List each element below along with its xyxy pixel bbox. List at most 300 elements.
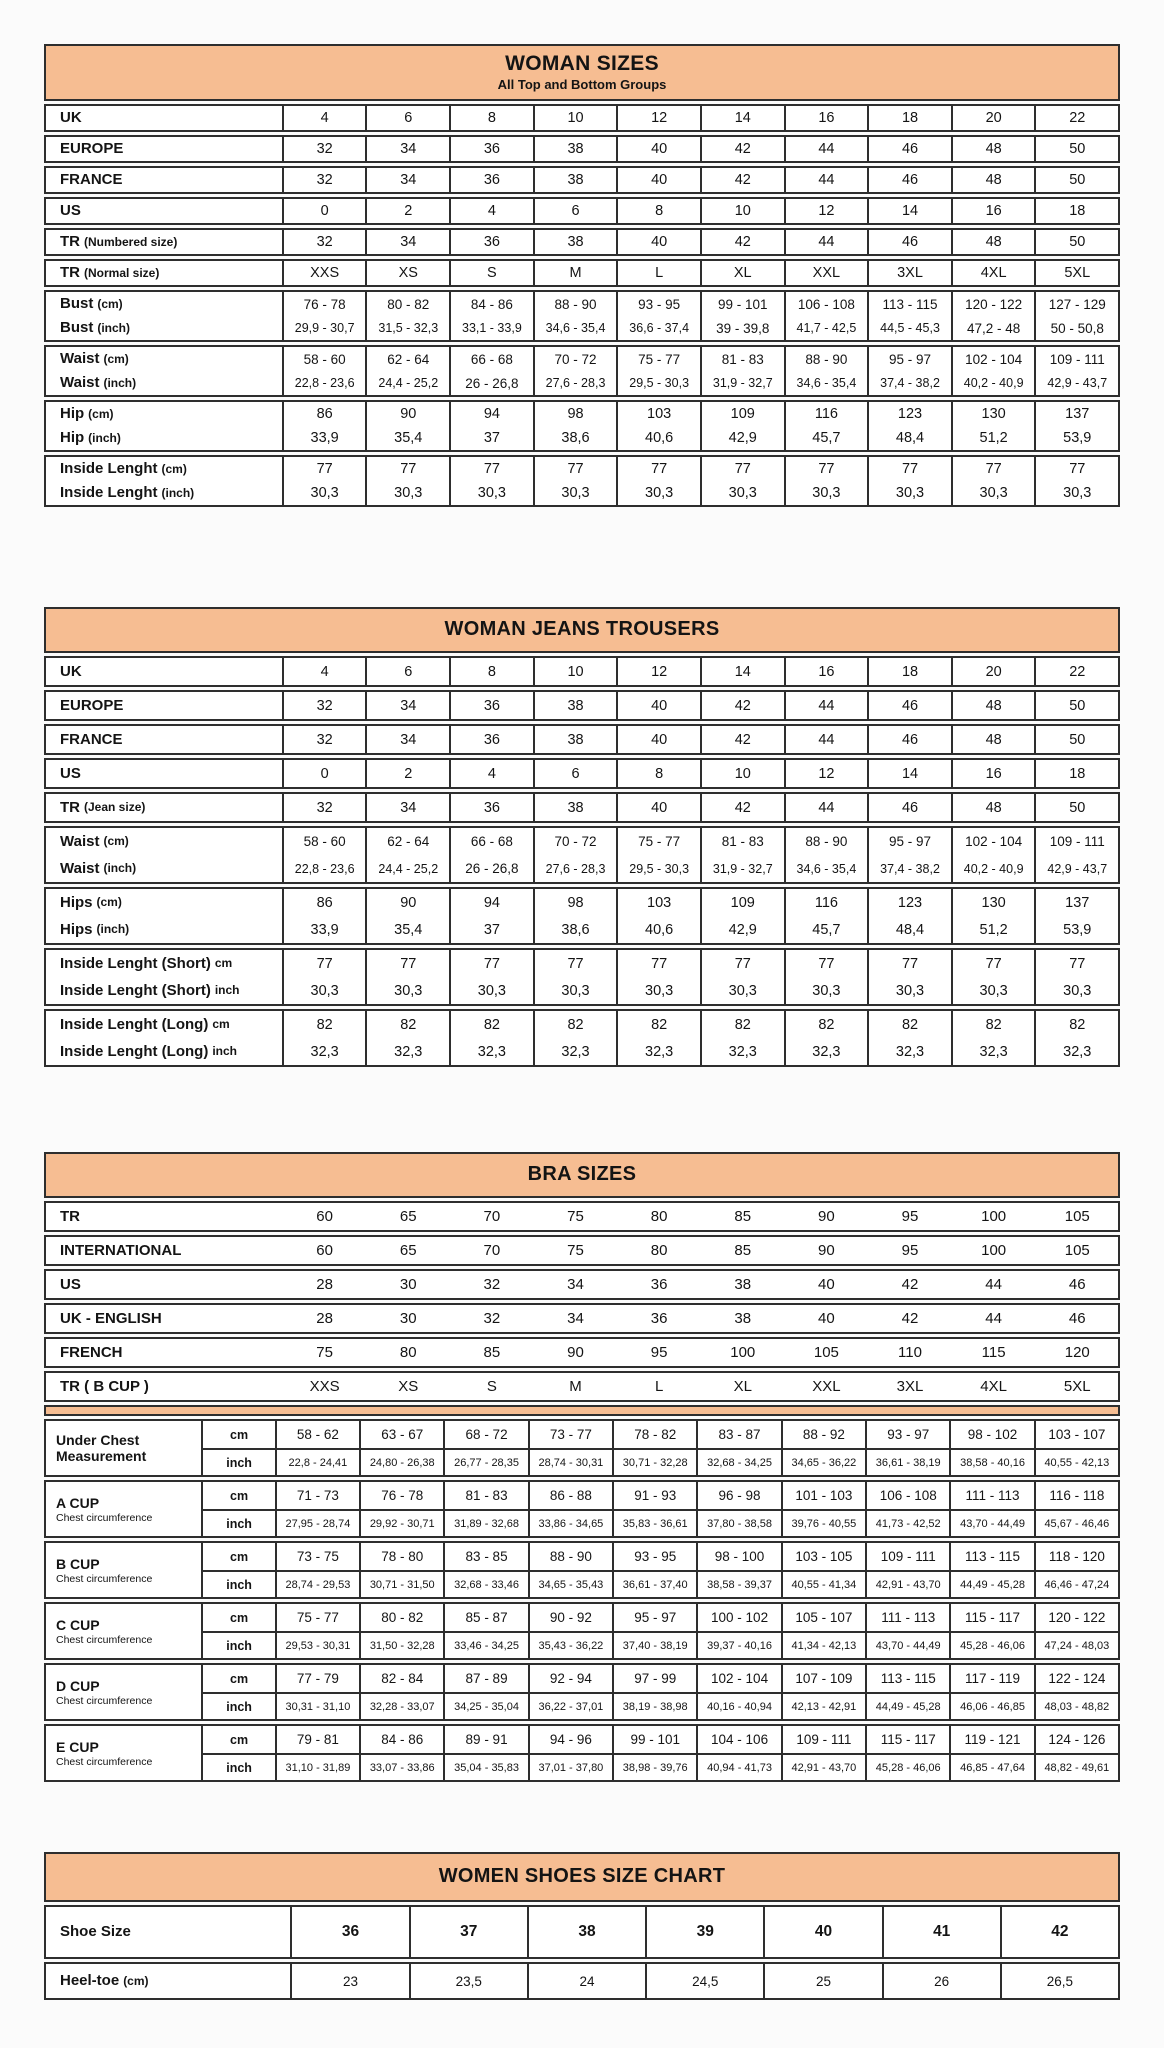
row-label-note: (cm) [161,461,187,476]
size-value-cell: 36 [449,168,533,192]
measurement-value-cell: 109 - 111 [865,1543,949,1570]
row-label [46,199,282,223]
size-value-cell: 37,4 - 38,2 [867,855,951,882]
table-row-group [44,656,1120,687]
woman-sizes-table [44,44,1120,507]
size-value-cell: 44 [784,692,868,719]
size-value-cell: 62 - 64 [365,828,449,855]
size-value-cell: 42,9 - 43,7 [1034,371,1118,395]
size-value-cell: 82 [616,1011,700,1038]
table-row [46,1305,1118,1332]
size-value-cell: 80 [399,1344,417,1362]
unit-label: cm [201,1726,274,1753]
measurement-value-cell: 42,91 - 43,70 [781,1755,865,1780]
size-value-cell: 24,4 - 25,2 [365,371,449,395]
table-row-group [44,1337,1120,1368]
size-value-cell: 105 [1064,1242,1090,1260]
size-value-cell: 48,4 [867,426,951,450]
size-value-cell: 12 [784,199,868,223]
size-value-cell: 44 [985,1310,1002,1328]
size-value-cell: 40 [763,1907,881,1957]
table-row [46,1038,1118,1065]
size-value-cell: 30,3 [616,977,700,1004]
size-value-cell: 105 [813,1344,839,1362]
size-value-cell: 46 [867,230,951,254]
size-value-cell: 30,3 [867,977,951,1004]
size-value-cell: 36 [449,137,533,161]
size-value-cell: 31,9 - 32,7 [700,855,784,882]
row-label [46,106,282,130]
row-label-note: (cm) [103,351,129,366]
measurement-row [201,1665,1118,1692]
row-label-text: Hip [60,405,85,423]
size-value-cell: 30,3 [365,977,449,1004]
size-value-cell: 3XL [896,1378,924,1396]
size-value-cell: 34 [567,1276,584,1294]
measurement-value-cell: 98 - 100 [696,1543,780,1570]
size-value-cell: 34 [365,168,449,192]
measurement-value-cell: 40,94 - 41,73 [696,1755,780,1780]
size-value-cell: 32,3 [867,1038,951,1065]
size-value-cell: 82 [951,1011,1035,1038]
size-value-cell: 77 [365,950,449,977]
size-value-cell: 12 [784,760,868,787]
measurement-value-cell: 103 - 105 [781,1543,865,1570]
measurement-value-cell: 44,49 - 45,28 [865,1694,949,1719]
measurement-value-cell: 101 - 103 [781,1482,865,1509]
unit-label: cm [201,1665,274,1692]
row-label-text: FRENCH [60,1343,123,1361]
size-value-cell: 77 [282,457,366,481]
table-row-group [44,1235,1120,1266]
row-label-text: Hips [60,893,93,911]
size-value-cell: 42 [700,230,784,254]
size-value-cell: 38,6 [533,426,617,450]
size-value-cell: 58 - 60 [282,828,366,855]
size-value-cell: 14 [700,658,784,685]
row-label [46,794,282,821]
measurement-value-cell: 99 - 101 [612,1726,696,1753]
size-value-cell: 50 [1034,137,1118,161]
size-value-cell: 36 [449,230,533,254]
size-value-cell: 90 [365,889,449,916]
size-value-cell: 77 [533,950,617,977]
row-label [46,1203,282,1230]
row-label-note: (inch) [103,861,137,876]
woman-jeans-trousers-table [44,607,1120,1067]
size-value-cell: 38 [734,1310,752,1328]
row-label-note: (cm) [103,834,129,849]
measurement-value-cell: 32,68 - 33,46 [443,1572,527,1597]
size-value-cell: M [533,261,617,285]
table-row [46,658,1118,685]
size-value-cell: 32 [282,794,366,821]
table-row-group [44,826,1120,884]
table-row [46,794,1118,821]
measurement-row [201,1509,1118,1536]
size-value-cell: 77 [867,950,951,977]
row-label-text: Bust [60,295,94,313]
size-value-cell: 42 [700,137,784,161]
table-title: WOMEN SHOES SIZE CHART [438,1865,726,1888]
table-row-group [44,1371,1120,1402]
women-shoes-size-table [44,1852,1120,2000]
measurement-value-cell: 37,80 - 38,58 [696,1511,780,1536]
size-value-cell: 77 [784,457,868,481]
row-label-note: (cm) [97,296,123,311]
size-value-cell: 44 [985,1276,1002,1294]
row-label-note: (inch) [161,485,195,500]
size-value-cell: 32 [282,692,366,719]
table-subtitle: All Top and Bottom Groups [497,77,667,93]
row-label [46,1907,290,1957]
measurement-value-cell: 32,28 - 33,07 [359,1694,443,1719]
size-value-cell: 82 [700,1011,784,1038]
cup-caption: Chest circumference [56,1694,153,1707]
size-value-cell: 30,3 [867,481,951,505]
measurement-value-cell: 31,10 - 31,89 [275,1755,359,1780]
row-label-note: cm [214,956,233,971]
size-value-cell: 2 [365,199,449,223]
size-value-cell: XXL [784,261,868,285]
size-value-cell: 46 [867,137,951,161]
size-value-cell: 32 [282,137,366,161]
table-row-group [44,758,1120,789]
measurement-value-cell: 37,01 - 37,80 [528,1755,612,1780]
size-value-cell: 50 [1034,230,1118,254]
size-value-cell: 32 [282,726,366,753]
measurement-value-cell: 33,86 - 34,65 [528,1511,612,1536]
measurement-value-cell: 63 - 67 [359,1421,443,1448]
row-label [46,950,282,977]
size-value-cell: 46 [867,794,951,821]
size-value-cell: 51,2 [951,916,1035,943]
size-value-cell: 4XL [980,1378,1007,1396]
measurement-value-cell: 104 - 106 [696,1726,780,1753]
measurement-row [201,1543,1118,1570]
table-row [46,855,1118,882]
row-label-text: UK - ENGLISH [60,1309,162,1327]
measurement-value-cell: 46,46 - 47,24 [1034,1572,1118,1597]
measurement-row-group [44,1480,1120,1538]
measurement-value-cell: 45,67 - 46,46 [1034,1511,1118,1536]
measurement-value-cell: 68 - 72 [443,1421,527,1448]
size-value-cell: 98 [533,402,617,426]
size-value-cell: 30,3 [449,481,533,505]
size-value-cell: 47,2 - 48 [951,316,1035,340]
measurement-value-cell: 122 - 124 [1034,1665,1118,1692]
size-value-cell: 99 - 101 [700,292,784,316]
row-label [46,760,282,787]
size-value-cell: 41,7 - 42,5 [784,316,868,340]
measurement-value-cell: 31,50 - 32,28 [359,1633,443,1658]
size-value-cell: 10 [533,106,617,130]
table-row [46,199,1118,223]
size-value-cell: S [486,1378,497,1396]
table-row [46,977,1118,1004]
row-label [46,292,282,316]
size-value-cell: 5XL [1034,261,1118,285]
row-label [46,1237,282,1264]
row-label-text: UK [60,662,82,680]
measurement-value-cell: 41,73 - 42,52 [865,1511,949,1536]
measurement-value-cell: 97 - 99 [612,1665,696,1692]
measurement-value-cell: 76 - 78 [359,1482,443,1509]
size-value-cell: L [654,1378,664,1396]
size-value-cell: 4 [282,106,366,130]
size-value-cell: 85 [483,1344,501,1362]
size-value-cell: 10 [700,760,784,787]
bra-sizes-table [44,1152,1120,1782]
size-value-cell: 37,4 - 38,2 [867,371,951,395]
size-value-cell: 80 - 82 [365,292,449,316]
measurement-row [201,1421,1118,1448]
size-value-cell: 26 - 26,8 [449,371,533,395]
size-value-cell: 94 [449,889,533,916]
table-row [46,828,1118,855]
size-value-cell: 27,6 - 28,3 [533,371,617,395]
size-value-cell: 58 - 60 [282,347,366,371]
measurement-value-cell: 28,74 - 30,31 [528,1450,612,1475]
cup-label [46,1726,201,1780]
measurement-value-cell: 85 - 87 [443,1604,527,1631]
measurement-value-cell: 78 - 80 [359,1543,443,1570]
table-row [46,106,1118,130]
size-value-cell: 31,5 - 32,3 [365,316,449,340]
size-value-cell: 42 [700,692,784,719]
size-value-cell: 22,8 - 23,6 [282,371,366,395]
measurement-value-cell: 45,28 - 46,06 [949,1633,1033,1658]
measurement-value-cell: 88 - 92 [781,1421,865,1448]
measurement-value-cell: 73 - 77 [528,1421,612,1448]
table-title: WOMAN SIZES [505,52,659,75]
bra-size-systems-body [44,1201,1120,1402]
row-label [46,692,282,719]
row-label [46,977,282,1004]
table-row [46,426,1118,450]
size-value-cell: 48,4 [867,916,951,943]
table-row [46,1373,1118,1400]
size-value-cell: 24,4 - 25,2 [365,855,449,882]
size-value-cell: 40 [818,1276,835,1294]
row-label-text: TR [60,264,80,282]
row-label-note: inch [212,1044,237,1059]
size-value-cell: 32,3 [951,1038,1035,1065]
size-value-cell: 42,9 [700,916,784,943]
size-value-cell: 82 [1034,1011,1118,1038]
cup-name: A CUP [56,1494,100,1511]
row-label [46,371,282,395]
size-value-cell: 77 [449,457,533,481]
size-value-cell: 34,6 - 35,4 [784,371,868,395]
size-value-cell: 35,4 [365,426,449,450]
row-label-text: INTERNATIONAL [60,1241,182,1259]
size-value-cell: 90 [365,402,449,426]
measurement-value-cell: 83 - 85 [443,1543,527,1570]
size-value-cell: 77 [449,950,533,977]
size-value-cell: 70 [483,1208,501,1226]
row-label-text: UK [60,109,82,127]
table-row [46,137,1118,161]
measurement-value-cell: 34,65 - 36,22 [781,1450,865,1475]
measurement-row [201,1570,1118,1597]
size-value-cell: 66 - 68 [449,347,533,371]
measurement-row-group [44,1602,1120,1660]
measurement-value-cell: 33,07 - 33,86 [359,1755,443,1780]
size-value-cell: 77 [282,950,366,977]
size-value-cell: 33,9 [282,426,366,450]
row-label-text: Heel-toe [60,1972,120,1990]
size-value-cell: 34 [567,1310,584,1328]
row-label-text: Inside Lenght (Long) [60,1042,209,1060]
row-label [46,230,282,254]
size-value-cell: 39 [645,1907,763,1957]
measurement-row-group [44,1663,1120,1721]
measurement-value-cell: 40,55 - 42,13 [1034,1450,1118,1475]
row-label-text: Waist [60,374,100,392]
measurement-value-cell: 91 - 93 [612,1482,696,1509]
size-value-cell: 40 [616,230,700,254]
unit-label: inch [201,1755,274,1780]
table-row-group [44,1269,1120,1300]
size-value-cell: 30,3 [700,481,784,505]
measurement-value-cell: 113 - 115 [949,1543,1033,1570]
size-value-cell: 29,5 - 30,3 [616,371,700,395]
size-value-cell: 100 [981,1242,1007,1260]
table-row-group [44,887,1120,945]
measurement-value-cell: 27,95 - 28,74 [275,1511,359,1536]
table-row-group [44,948,1120,1006]
measurement-value-cell: 118 - 120 [1034,1543,1118,1570]
size-value-cell: 28 [316,1310,333,1328]
size-value-cell: 30,3 [1034,977,1118,1004]
size-value-cell: 8 [449,658,533,685]
size-value-cell: 137 [1034,402,1118,426]
size-value-cell: 48 [951,230,1035,254]
measurement-value-cell: 96 - 98 [696,1482,780,1509]
size-value-cell: 84 - 86 [449,292,533,316]
table-row-group [44,1009,1120,1067]
unit-label: cm [201,1604,274,1631]
row-label-text: US [60,764,81,782]
size-value-cell: 90 [818,1208,835,1226]
size-value-cell: L [616,261,700,285]
measurement-value-cell: 47,24 - 48,03 [1034,1633,1118,1658]
row-label-note: inch [214,983,240,998]
size-value-cell: 77 [1034,457,1118,481]
size-value-cell: 14 [867,760,951,787]
unit-label: cm [201,1421,274,1448]
row-label-note: (inch) [97,320,131,335]
size-value-cell: 37 [449,916,533,943]
size-value-cell: 25 [763,1964,881,1998]
size-value-cell: 2 [365,760,449,787]
size-value-cell: 29,9 - 30,7 [282,316,366,340]
size-value-cell: 26,5 [1000,1964,1118,1998]
measurement-value-cell: 40,16 - 40,94 [696,1694,780,1719]
size-value-cell: 30,3 [282,481,366,505]
measurement-value-cell: 90 - 92 [528,1604,612,1631]
size-value-cell: 34,6 - 35,4 [784,855,868,882]
size-value-cell: 36 [449,794,533,821]
row-label-text: Hips [60,920,93,938]
table-row-group [44,400,1120,452]
row-label [46,658,282,685]
table-row [46,916,1118,943]
cup-rows [201,1665,1118,1719]
table-row [46,1339,1118,1366]
size-value-cell: 77 [700,457,784,481]
size-value-cell: 30,3 [365,481,449,505]
size-value-cell: 35,4 [365,916,449,943]
size-value-cell: 40 [818,1310,835,1328]
measurement-row-group [44,1419,1120,1477]
size-value-cell: 115 [981,1344,1006,1362]
row-label-note: (Normal size) [84,265,160,280]
measurement-value-cell: 107 - 109 [781,1665,865,1692]
table-row-group [44,290,1120,342]
measurement-value-cell: 87 - 89 [443,1665,527,1692]
size-value-cell: 48 [951,137,1035,161]
table-row-group [44,228,1120,256]
row-label-note: (Jean size) [84,800,146,815]
size-value-cell: 40 [616,137,700,161]
cup-label [46,1421,201,1475]
size-value-cell: 24 [527,1964,645,1998]
size-value-cell: 48 [951,726,1035,753]
measurement-value-cell: 117 - 119 [949,1665,1033,1692]
measurement-value-cell: 119 - 121 [949,1726,1033,1753]
measurement-value-cell: 36,61 - 38,19 [865,1450,949,1475]
row-label [46,261,282,285]
size-value-cell: XXL [812,1378,841,1396]
table-row-group [44,1962,1120,2000]
measurement-value-cell: 42,13 - 42,91 [781,1694,865,1719]
bra-measurement-grid [44,1419,1120,1782]
size-value-cell: 32 [282,230,366,254]
row-label-text: Waist [60,350,100,368]
row-label [46,426,282,450]
table-header [44,1852,1120,1902]
size-value-cell: 39 - 39,8 [700,316,784,340]
size-value-cell: 30,3 [616,481,700,505]
row-label-note: (cm) [88,406,114,421]
table-title: WOMAN JEANS TROUSERS [444,618,720,641]
size-value-cell: 77 [616,950,700,977]
cup-caption: Chest circumference [56,1511,153,1524]
row-label [46,481,282,505]
size-value-cell: 90 [567,1344,584,1362]
size-value-cell: XXS [309,1378,340,1396]
cup-label [46,1482,201,1536]
size-value-cell: 16 [784,658,868,685]
cup-caption: Chest circumference [56,1633,153,1646]
size-value-cell: 34,6 - 35,4 [533,316,617,340]
size-value-cell: 32,3 [365,1038,449,1065]
size-value-cell: 30,3 [1034,481,1118,505]
measurement-value-cell: 120 - 122 [1034,1604,1118,1631]
cup-caption: Chest circumference [56,1755,153,1768]
size-value-cell: 38 [533,168,617,192]
table-row [46,316,1118,340]
row-label-text: TR [60,798,80,816]
measurement-row [201,1631,1118,1658]
size-value-cell: 10 [700,199,784,223]
size-value-cell: 34 [365,692,449,719]
row-label-text: TR ( B CUP ) [60,1377,149,1395]
measurement-value-cell: 39,76 - 40,55 [781,1511,865,1536]
size-value-cell: 80 [650,1208,668,1226]
